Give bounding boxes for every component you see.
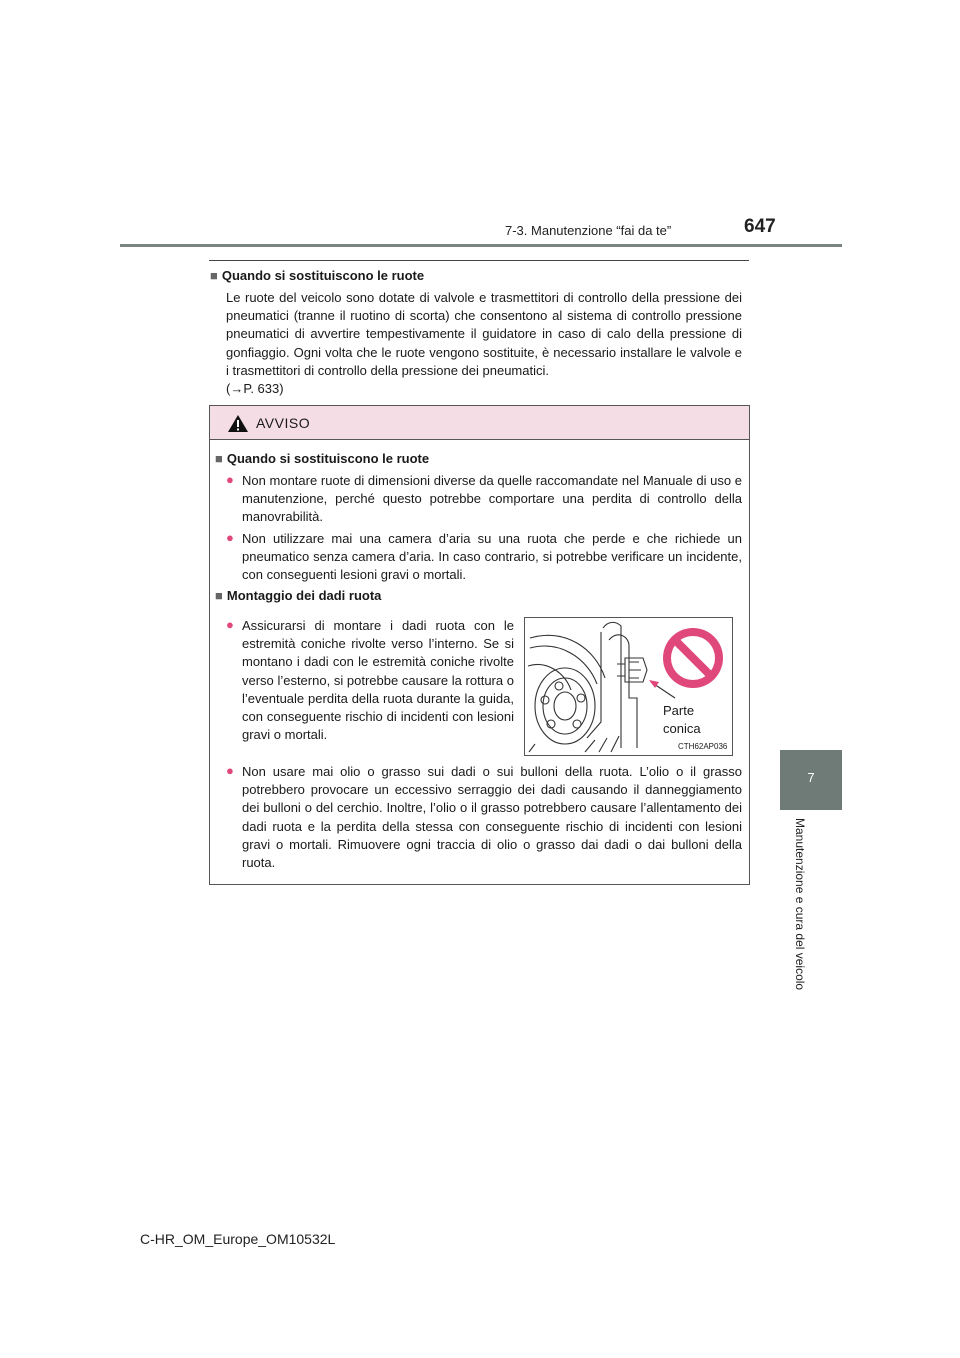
intro-paragraph bbox=[226, 289, 742, 398]
square-bullet-icon: ■ bbox=[215, 588, 223, 603]
header-rule bbox=[120, 244, 842, 247]
wheel-nut-illustration bbox=[524, 617, 733, 756]
section-title: 7-3. Manutenzione “fai da te” bbox=[505, 223, 672, 238]
bullet-dot-icon: ● bbox=[226, 530, 234, 545]
chapter-tab bbox=[780, 750, 842, 810]
bullet-dot-icon: ● bbox=[226, 472, 234, 487]
square-bullet-icon: ■ bbox=[215, 451, 223, 466]
intro-body: Le ruote del veicolo sono dotate di valvole e trasmettitori di controllo della pressione dei pneumatici (tranne il ruotino di scorta) che consentono al sistema di controllo pressione pneumatici di avvertire tempestivamente il guidatore in caso di calo della pressione di gonfiaggio. Ogni volta che le ruote vengono sostituite, è necessario installare le valvole e i trasmettitori di controllo della pressione dei pneumatici. bbox=[226, 290, 742, 378]
square-bullet-icon: ■ bbox=[210, 268, 218, 283]
figure-label-line-2: conica bbox=[663, 721, 701, 736]
figure-label-line-1: Parte bbox=[663, 703, 695, 718]
bullet-dot-icon: ● bbox=[226, 763, 234, 778]
warning-item: Non montare ruote di dimensioni diverse da quelle raccomandate nel Manuale di uso e manutenzione, perché questo potrebbe comportare una perdita di controllo della manovrabilità. bbox=[242, 473, 742, 525]
warning-triangle-icon bbox=[227, 414, 249, 433]
figure-code: CTH62AP036 bbox=[678, 742, 728, 751]
section-rule bbox=[209, 260, 749, 261]
warning-title: AVVISO bbox=[256, 415, 311, 431]
warning-heading-1 bbox=[215, 451, 429, 466]
warning-box bbox=[209, 405, 750, 885]
page-number: 647 bbox=[744, 216, 776, 237]
warning-heading-2-text: Montaggio dei dadi ruota bbox=[226, 588, 382, 603]
warning-heading-2 bbox=[215, 588, 381, 603]
document-code: C-HR_OM_Europe_OM10532L bbox=[140, 1231, 336, 1247]
warning-item: Assicurarsi di montare i dadi ruota con le estremità coniche rivolte verso l’interno. Se si montano i dadi con le estremità coniche rivolte verso l’esterno, si potrebbe causare la rottura o l’eventuale perdita della ruota durante la guida, con conseguente rischio di incidenti con lesioni gravi o mortali. bbox=[242, 618, 514, 743]
section-heading bbox=[210, 268, 424, 283]
warning-item: Non usare mai olio o grasso sui dadi o sui bulloni della ruota. L’olio o il grasso potrebbero provocare un eccessivo serraggio dei dadi causando il danneggiamento dei bulloni o del cerchio. Inoltre, l’olio o il grasso potrebbero causare l’allentamento dei dadi ruota e la perdita della stessa con conseguente rischio di incidenti con lesioni gravi o mortali. Rimuovere ogni traccia di olio o grasso dai dadi o dai bulloni della ruota. bbox=[242, 764, 742, 871]
warning-item: Non utilizzare mai una camera d’aria su una ruota che perde e che richiede un pneumatico senza camera d’aria. In caso contrario, si potrebbe verificare un incidente, con conseguenti lesioni gravi o mortali. bbox=[242, 531, 742, 583]
bullet-dot-icon: ● bbox=[226, 617, 234, 632]
chapter-number: 7 bbox=[807, 770, 815, 785]
figure-label bbox=[663, 702, 723, 738]
warning-header bbox=[210, 406, 749, 440]
warning-heading-1-text: Quando si sostituiscono le ruote bbox=[226, 451, 430, 466]
chapter-title: Manutenzione e cura del veicolo bbox=[793, 818, 807, 991]
page-reference: (→P. 633) bbox=[226, 381, 284, 397]
section-heading-text: Quando si sostituiscono le ruote bbox=[221, 268, 425, 283]
